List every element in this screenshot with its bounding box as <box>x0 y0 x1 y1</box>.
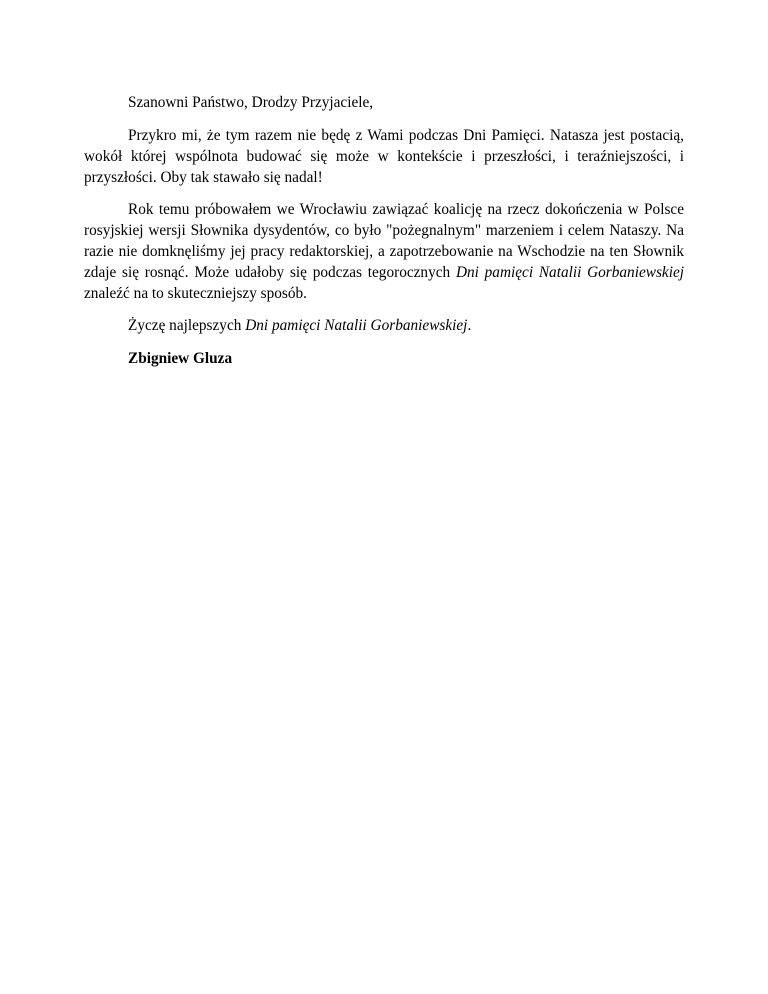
letter-body <box>84 92 684 380</box>
event-name-italic-2: Dni pamięci Natalii Gorbaniewskiej <box>245 317 468 334</box>
paragraph-dictionary-text-end: znaleźć na to skuteczniejszy sposób. <box>84 285 307 302</box>
signature: Zbigniew Gluza <box>128 350 233 367</box>
paragraph-regret: Przykro mi, że tym razem nie będę z Wami podczas Dni Pamięci. Natasza jest postacią, wokół której wspólnota budować się może w kontekście i przeszłości, i teraźniejszości, i przyszłości. Oby tak stawało się nadal! <box>84 127 684 186</box>
paragraph-wishes <box>84 315 684 336</box>
event-name-italic: Dni pamięci Natalii Gorbaniewskiej <box>455 264 684 281</box>
greeting: Szanowni Państwo, Drodzy Przyjaciele, <box>128 94 374 111</box>
paragraph-dictionary-text-start: Rok temu próbowałem we Wrocławiu zawiązać koalicję na rzecz dokończenia w Polsce rosyjskiej wersji Słownika dysydentów, co było "pożegnalnym" marzeniem i celem Nataszy. Na razie nie domknęliśmy jej pracy redaktorskiej, a zapotrzebowanie na Wschodzie na ten Słownik zdaje się rosnąć. Może udałoby się podczas tegorocznych <box>84 201 684 281</box>
paragraph-wishes-text-start: Życzę najlepszych <box>128 317 246 334</box>
paragraph-dictionary <box>84 199 684 304</box>
paragraph-wishes-text-end: . <box>467 317 472 334</box>
